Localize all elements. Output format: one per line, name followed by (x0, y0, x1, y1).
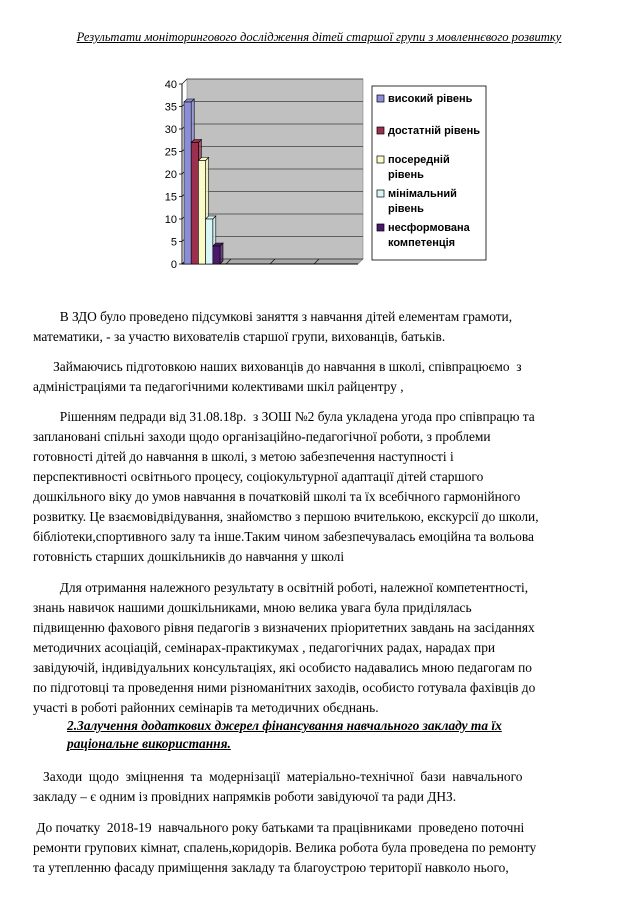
legend-swatch (377, 95, 384, 102)
paragraph-line: ремонти групових кімнат, спалень,коридорів. Велика робота була проведена по ремонту (33, 840, 537, 855)
paragraph-line: Заходи щодо зміцнення та модернізації матеріально-технічної бази навчального (33, 769, 523, 784)
paragraph-line: заплановані спільні заходи щодо організаційно-педагогічної роботи, з проблеми (33, 429, 491, 444)
legend-swatch (377, 190, 384, 197)
paragraph-school-cooperation (33, 357, 611, 397)
page-title: Результати моніторингового дослідження дітей старшої групи з мовленнєвого розвитку (76, 30, 562, 44)
paragraph-line: математики, - за участю вихователів старшої групи, вихованців, батьків. (33, 329, 446, 344)
y-tick-label: 10 (164, 214, 177, 226)
paragraph-line: методичних асоціацій, семінарах-практикумах , педагогічних радах, нарадах при (33, 640, 496, 655)
y-tick-label: 35 (164, 101, 177, 114)
y-tick-label: 40 (164, 79, 177, 91)
paragraph-line: В ЗДО було проведено підсумкові заняття з навчання дітей елементам грамоти, (33, 309, 513, 324)
paragraph-material-base (33, 767, 611, 807)
bar (184, 102, 191, 264)
heading-line: раціональне використання. (67, 736, 231, 751)
bar-chart (160, 72, 490, 272)
paragraph-line: бібліотеки,спортивного залу та інше.Таким чином забезпечувалась емоційна та вольова (33, 529, 534, 544)
paragraph-line: підвищенню фахового рівня педагогів з визначених пріоритетних завдань на засіданнях (33, 620, 535, 635)
legend-swatch (377, 127, 384, 134)
bar (191, 143, 198, 265)
y-tick-label: 5 (170, 236, 177, 249)
legend-label: високий рівень (388, 93, 473, 105)
legend-label: посередній (388, 154, 450, 166)
legend-label: мінімальний (388, 188, 457, 200)
legend-swatch (377, 224, 384, 231)
legend-label: рівень (388, 203, 424, 215)
paragraph-line: Для отримання належного результату в освітній роботі, належної компетентності, (33, 580, 529, 595)
bar-side (220, 243, 223, 264)
paragraph-line: завідуючій, індивідуальних консультаціях, які особисто надавались мною педагогам по (33, 660, 533, 675)
bar (198, 161, 205, 265)
legend-swatch (377, 156, 384, 163)
y-tick-label: 20 (164, 169, 177, 181)
y-tick-label: 0 (170, 259, 177, 271)
paragraph-line: по підготовці та проведення ними різноманітних заходів, особисто готувала фахівців до (33, 680, 536, 695)
paragraph-line: Рішенням педради від 31.08.18р. з ЗОШ №2 була укладена угода про співпрацю та (33, 409, 535, 424)
paragraph-line: До початку 2018-19 навчального року батьками та працівниками проведено поточні (33, 820, 525, 835)
gridline-depth (182, 79, 187, 84)
y-tick-label: 30 (164, 124, 177, 136)
paragraph-line: знань навичок нашими дошкільниками, мною велика увага була приділялась (33, 600, 472, 615)
bar (206, 219, 213, 264)
heading-line: 2.Залучення додаткових джерел фінансування навчального закладу та їх (67, 718, 502, 733)
paragraph-line: перспективності освітнього процесу, соціокультурної адаптації дітей старшого (33, 469, 484, 484)
paragraph-line: готовність старших дошкільників до навчання у школі (33, 549, 345, 564)
paragraph-line: та утепленню фасаду приміщення закладу та благоустрою території навколо нього, (33, 860, 509, 875)
paragraph-line: готовності дітей до навчання в школі, з метою забезпечення наступності і (33, 449, 454, 464)
y-tick-label: 15 (164, 191, 177, 204)
paragraph-line: Займаючись підготовкою наших вихованців до навчання в школі, співпрацюємо з (33, 359, 522, 374)
paragraph-line: розвитку. Це взаємовідвідування, знайомство з першою вчителькою, екскурсії до школи, (33, 509, 539, 524)
legend-label: компетенція (388, 237, 456, 249)
paragraph-agreement (33, 407, 611, 567)
paragraph-line: адміністраціями та педагогічними колективами шкіл райцентру , (33, 379, 404, 394)
paragraph-line: дошкільного віку до умов навчання в початковій школі та їх всебічного гармонійного (33, 489, 521, 504)
legend-label: несформована (388, 222, 470, 234)
legend-label: достатній рівень (388, 125, 481, 137)
paragraph-repairs (33, 818, 611, 878)
paragraph-line: участі в роботі районних семінарів та методичних обєднань. (33, 700, 379, 715)
paragraph-line: закладу – є одним із провідних напрямків роботи завідуючої та ради ДНЗ. (33, 789, 457, 804)
legend-label: рівень (388, 169, 424, 181)
section-heading (67, 717, 612, 753)
paragraph-competence (33, 578, 611, 718)
y-tick-label: 25 (164, 146, 177, 159)
bar (213, 246, 220, 264)
paragraph-zdo-lessons (33, 307, 611, 347)
